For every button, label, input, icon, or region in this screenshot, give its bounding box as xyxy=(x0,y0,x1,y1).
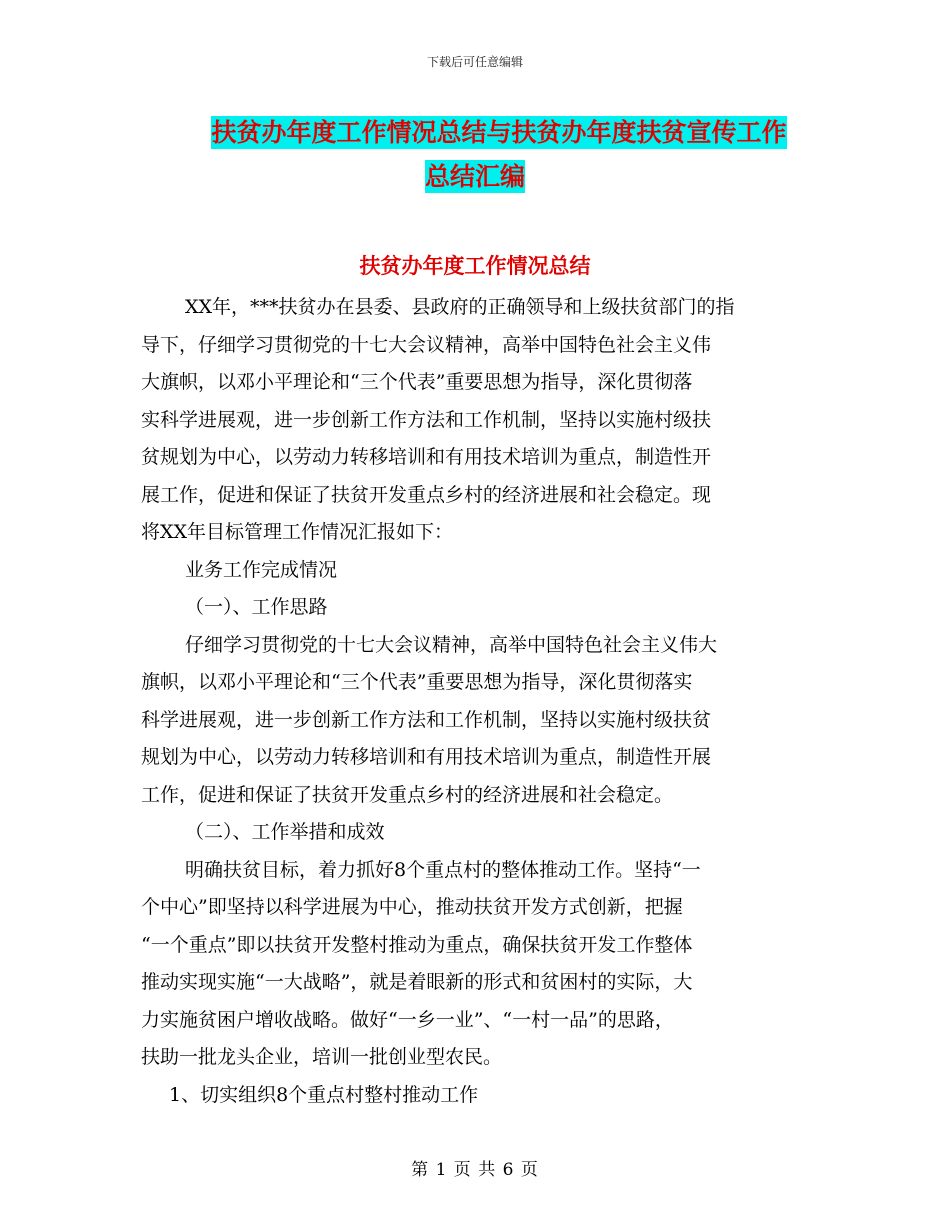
document-title-line-1 xyxy=(24,113,950,149)
header-note: 下载后可任意编辑 xyxy=(426,55,523,69)
document-title-line-2 xyxy=(0,157,950,193)
paragraph-line: 推动实现实施“一大战略”，就是着眼新的形式和贫困村的实际，大 xyxy=(141,971,693,993)
paragraph-line: 实科学进展观，进一步创新工作方法和工作机制，坚持以实施村级扶 xyxy=(141,408,712,431)
paragraph-line: XX年，***扶贫办在县委、县政府的正确领导和上级扶贫部门的指 xyxy=(185,296,735,318)
paragraph-line: 将XX年目标管理工作情况汇报如下： xyxy=(141,521,454,543)
document-title-line-1-text: 扶贫办年度工作情况总结与扶贫办年度扶贫宣传工作 xyxy=(211,118,787,147)
paragraph-line: 仔细学习贯彻党的十七大会议精神，高举中国特色社会主义伟大 xyxy=(185,633,718,656)
numbered-heading: 1、切实组织8个重点村整村推动工作 xyxy=(169,1083,479,1106)
paragraph-line: 规划为中心，以劳动力转移培训和有用技术培训为重点，制造性开展 xyxy=(141,746,712,768)
paragraph-line: “一个重点”即以扶贫开发整村推动为重点，确保扶贫开发工作整体 xyxy=(141,933,693,956)
paragraph-line: 贫规划为中心，以劳动力转移培训和有用技术培训为重点，制造性开 xyxy=(141,446,712,468)
paragraph-line: 明确扶贫目标，着力抓好8个重点村的整体推动工作。坚持“一 xyxy=(185,858,701,881)
paragraph-line: 扶助一批龙头企业，培训一批创业型农民。 xyxy=(141,1046,503,1068)
paragraph-line: 科学进展观，进一步创新工作方法和工作机制，坚持以实施村级扶贫 xyxy=(141,708,712,731)
body-text xyxy=(141,289,813,1114)
subsection-heading: （二）、工作举措和成效 xyxy=(185,821,385,843)
paragraph-line: 展工作，促进和保证了扶贫开发重点乡村的经济进展和社会稳定。现 xyxy=(141,483,712,506)
subsection-heading: （一）、工作思路 xyxy=(185,596,328,618)
paragraph-line: 个中心”即坚持以科学进展为中心，推动扶贫开发方式创新，把握 xyxy=(141,896,683,918)
page-footer: 第 1 页 共 6 页 xyxy=(411,1160,539,1180)
section-title: 扶贫办年度工作情况总结 xyxy=(359,254,591,278)
paragraph-line: 旗帜，以邓小平理论和“三个代表”重要思想为指导，深化贯彻落实 xyxy=(141,671,693,693)
paragraph-line: 力实施贫困户增收战略。做好“一乡一业”、“一村一品”的思路， xyxy=(141,1008,674,1031)
document-title-line-2-text: 总结汇编 xyxy=(424,162,525,191)
paragraph-line: 大旗帜，以邓小平理论和“三个代表”重要思想为指导，深化贯彻落 xyxy=(141,371,693,393)
paragraph-line: 导下，仔细学习贯彻党的十七大会议精神，高举中国特色社会主义伟 xyxy=(141,333,712,356)
paragraph-line: 工作，促进和保证了扶贫开发重点乡村的经济进展和社会稳定。 xyxy=(141,783,674,806)
paragraph-heading: 业务工作完成情况 xyxy=(185,558,338,581)
